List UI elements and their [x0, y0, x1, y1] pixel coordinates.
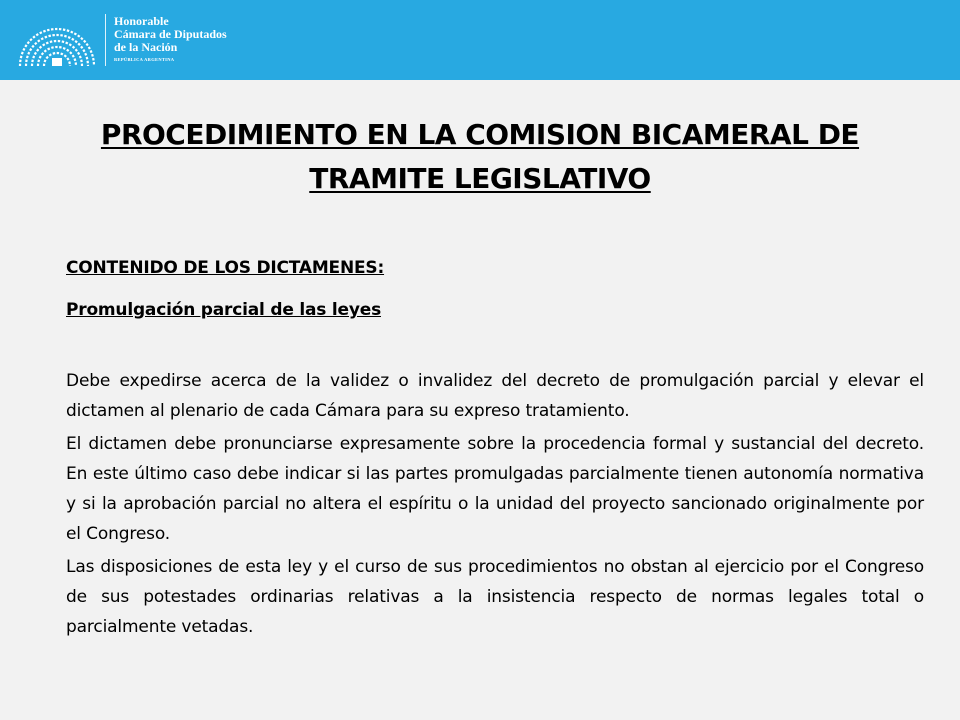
logo-line-2: Cámara de Diputados — [114, 27, 227, 41]
logo-line-3: de la Nación — [114, 40, 178, 54]
logo-divider — [105, 14, 106, 66]
section-subheading: Promulgación parcial de las leyes — [66, 300, 381, 320]
logo-line-1: Honorable — [114, 14, 169, 28]
slide-title-line-1: PROCEDIMIENTO EN LA COMISION BICAMERAL DE — [100, 118, 860, 151]
chamber-logo-icon — [16, 8, 98, 70]
chamber-logo-text — [114, 15, 227, 63]
section-heading: CONTENIDO DE LOS DICTAMENES: — [66, 258, 385, 278]
body-paragraph-1: Debe expedirse acerca de la validez o invalidez del decreto de promulgación parcial y elevar el dictamen al plenario de cada Cámara para su expreso tratamiento. — [66, 371, 924, 421]
logo-subline: REPÚBLICA ARGENTINA — [114, 57, 175, 62]
slide-body — [66, 256, 924, 642]
body-paragraph-3: Las disposiciones de esta ley y el curso de sus procedimientos no obstan al ejercicio por el Congreso de sus potestades ordinarias relativas a la insistencia respecto de normas legales total o parcialmente vetadas. — [66, 557, 924, 637]
body-paragraph-2: El dictamen debe pronunciarse expresamente sobre la procedencia formal y sustancial del decreto. En este último caso debe indicar si las partes promulgadas parcialmente tienen autonomía normativa y si la aprobación parcial no altera el espíritu o la unidad del proyecto sancionado originalmente por el Congreso. — [66, 434, 924, 544]
header-bar — [0, 0, 960, 80]
slide-title — [40, 113, 920, 201]
slide-title-line-2: TRAMITE LEGISLATIVO — [309, 162, 651, 195]
